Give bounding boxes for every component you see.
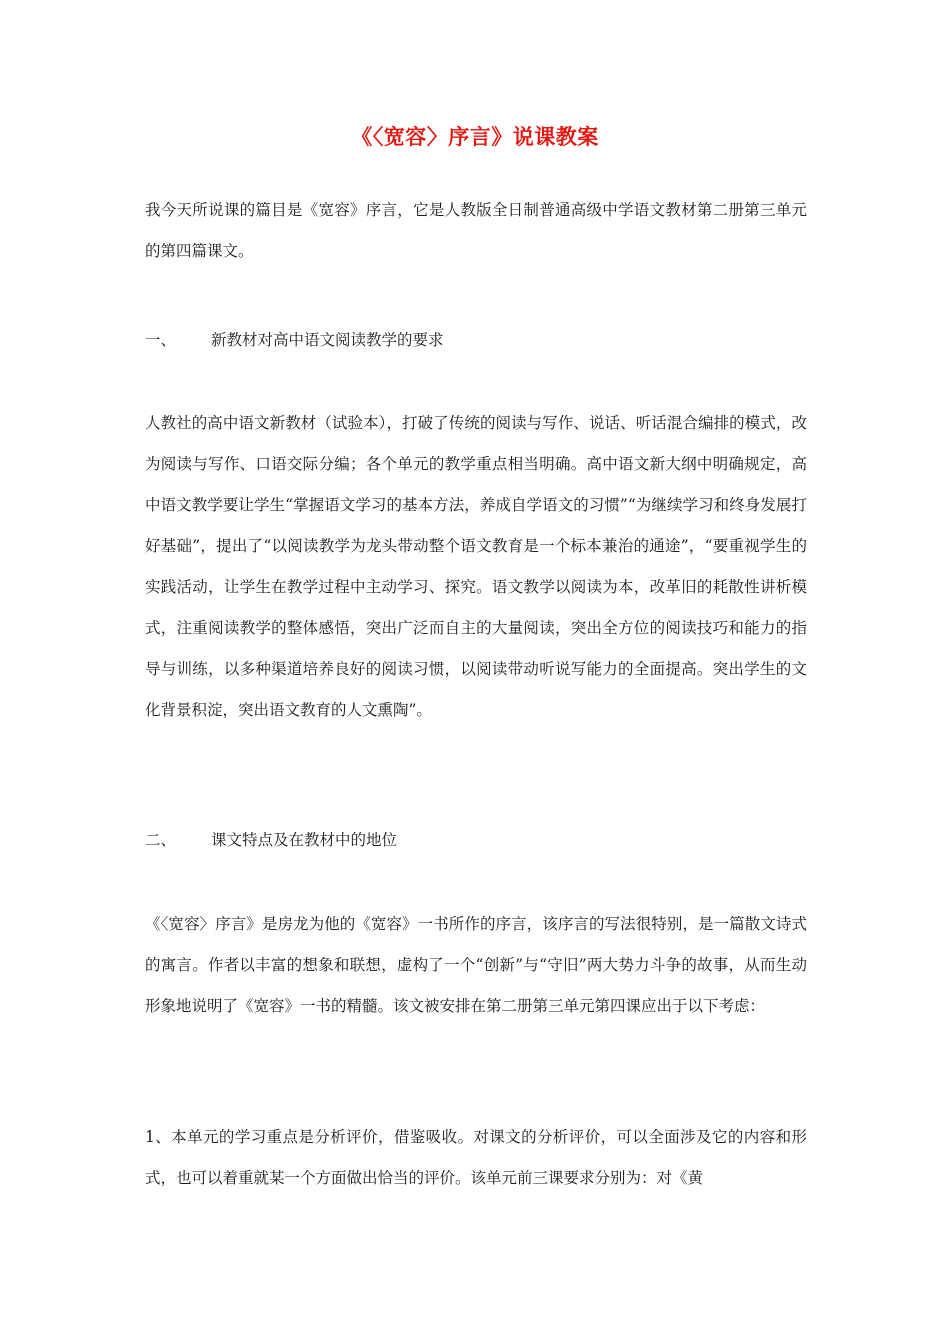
section-heading-1 — [145, 325, 444, 355]
section-2-paragraph: 《〈宽容〉序言》是房龙为他的《宽容》一书所作的序言，该序言的写法很特别，是一篇散文诗式的寓言。作者以丰富的想象和联想，虚构了一个“创新”与“守旧”两大势力斗争的故事，从而生动形象地说明了《宽容》一书的精髓。该文被安排在第二册第三单元第四课应出于以下考虑： — [145, 915, 807, 1015]
section-heading-2 — [145, 825, 397, 855]
section-2-point-1: 1、本单元的学习重点是分析评价，借鉴吸收。对课文的分析评价，可以全面涉及它的内容和形式，也可以着重就某一个方面做出恰当的评价。该单元前三课要求分别为：对《黄 — [145, 1128, 807, 1187]
intro-paragraph: 我今天所说课的篇目是《宽容》序言，它是人教版全日制普通高级中学语文教材第二册第三单元的第四篇课文。 — [145, 201, 807, 260]
document-title: 《〈宽容〉序言》说课教案 — [351, 124, 599, 149]
section-number-1: 一、 — [145, 331, 177, 349]
section-number-2: 二、 — [145, 831, 177, 849]
section-1-paragraph: 人教社的高中语文新教材（试验本），打破了传统的阅读与写作、说话、听话混合编排的模式，改为阅读与写作、口语交际分编；各个单元的教学重点相当明确。高中语文新大纲中明确规定，高中语文教学要让学生“掌握语文学习的基本方法，养成自学语文的习惯”“为继续学习和终身发展打好基础”，提出了“以阅读教学为龙头带动整个语文教育是一个标本兼治的通途”，“要重视学生的实践活动，让学生在教学过程中主动学习、探究。语文教学以阅读为本，改革旧的耗散性讲析模式，注重阅读教学的整体感悟，突出广泛而自主的大量阅读，突出全方位的阅读技巧和能力的指导与训练，以多种渠道培养良好的阅读习惯，以阅读带动听说写能力的全面提高。突出学生的文化背景积淀，突出语文教育的人文熏陶”。 — [145, 414, 807, 719]
section-title-1: 新教材对高中语文阅读教学的要求 — [211, 331, 444, 349]
section-title-2: 课文特点及在教材中的地位 — [211, 831, 398, 849]
